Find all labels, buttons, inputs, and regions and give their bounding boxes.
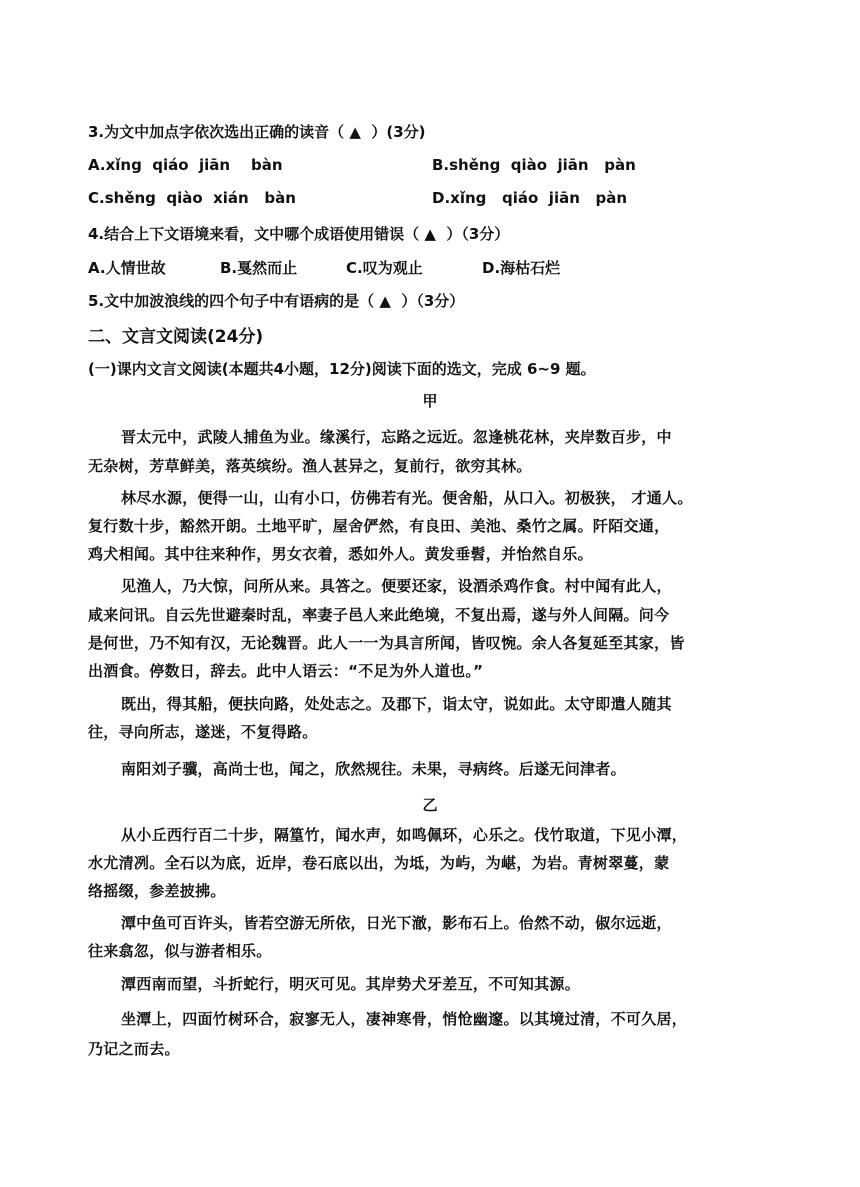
q4-option-a: A.人情世故 [88, 259, 166, 277]
passage-line: 坐潭上，四面竹树环合，寂寥无人，凄神寒骨，悄怆幽邃。以其境过清，不可久居， [121, 1010, 688, 1028]
passage-line: 林尽水源，便得一山，山有小口，仿佛若有光。便舍船，从口入。初极狭， 才通人。 [121, 489, 693, 507]
passage-line: 乃记之而去。 [88, 1040, 180, 1058]
subsection-1-intro: (一)课内文言文阅读(本题共4小题，12分)阅读下面的选文，完成 6~9 题。 [88, 360, 596, 378]
q3-option-d: D.xǐng qiáo jiān pàn [432, 189, 628, 207]
passage-line: 往，寻向所志，遂迷，不复得路。 [88, 723, 318, 741]
passage-line: 从小丘西行百二十步，隔篁竹，闻水声，如鸣佩环，心乐之。伐竹取道，下见小潭， [121, 826, 688, 844]
passage-line: 晋太元中，武陵人捕鱼为业。缘溪行，忘路之远近。忽逢桃花林，夹岸数百步，中 [121, 428, 672, 446]
passage-line: 潭西南而望，斗折蛇行，明灭可见。其岸势犬牙差互，不可知其源。 [121, 975, 581, 993]
q4-option-b: B.戛然而止 [220, 259, 298, 277]
question-5-stem: 5.文中加波浪线的四个句子中有语病的是（ ▲ ）（3分） [88, 292, 465, 310]
q4-option-c: C.叹为观止 [346, 259, 423, 277]
passage-line: 鸡犬相闻。其中往来种作，男女衣着，悉如外人。黄发垂髫，并怡然自乐。 [88, 545, 593, 563]
q3-option-a: A.xǐng qiáo jiān bàn [88, 156, 283, 174]
passage-jia-label: 甲 [422, 392, 438, 410]
passage-line: 无杂树，芳草鲜美，落英缤纷。渔人甚异之，复前行，欲穷其林。 [88, 457, 532, 475]
passage-line: 见渔人，乃大惊，问所从来。具答之。便要还家，设酒杀鸡作食。村中闻有此人， [121, 577, 672, 595]
passage-line: 潭中鱼可百许头，皆若空游无所依，日光下澈，影布石上。佁然不动，俶尔远逝， [121, 914, 672, 932]
section-2-title: 二、文言文阅读(24分) [88, 327, 264, 347]
passage-line: 南阳刘子骥，高尚士也，闻之，欣然规往。未果，寻病终。后遂无问津者。 [121, 760, 626, 778]
question-3-stem: 3.为文中加点字依次选出正确的读音（ ▲ ）(3分) [88, 123, 426, 141]
passage-line: 是何世，乃不知有汉，无论魏晋。此人一一为具言所闻，皆叹惋。余人各复延至其家，皆 [88, 634, 685, 652]
passage-line: 往来翕忽，似与游者相乐。 [88, 942, 272, 960]
passage-line: 络摇缀，参差披拂。 [88, 882, 226, 900]
passage-line: 复行数十步，豁然开朗。土地平旷，屋舍俨然，有良田、美池、桑竹之属。阡陌交通， [88, 517, 670, 535]
passage-line: 出酒食。停数日，辞去。此中人语云：“不足为外人道也。” [88, 662, 484, 680]
passage-line: 既出，得其船，便扶向路，处处志之。及郡下，诣太守，说如此。太守即遣人随其 [121, 695, 672, 713]
question-4-stem: 4.结合上下文语境来看，文中哪个成语使用错误（ ▲ ）（3分） [88, 225, 510, 243]
q3-option-b: B.shěng qiào jiān pàn [432, 156, 636, 174]
passage-line: 咸来问讯。自云先世避秦时乱，率妻子邑人来此绝境，不复出焉，遂与外人间隔。问今 [88, 606, 670, 624]
q4-option-d: D.海枯石烂 [482, 259, 561, 277]
passage-line: 水尤清冽。全石以为底，近岸，卷石底以出，为坻，为屿，为嵁，为岩。青树翠蔓，蒙 [88, 854, 670, 872]
q3-option-c: C.shěng qiào xián bàn [88, 189, 296, 207]
passage-yi-label: 乙 [422, 796, 438, 814]
